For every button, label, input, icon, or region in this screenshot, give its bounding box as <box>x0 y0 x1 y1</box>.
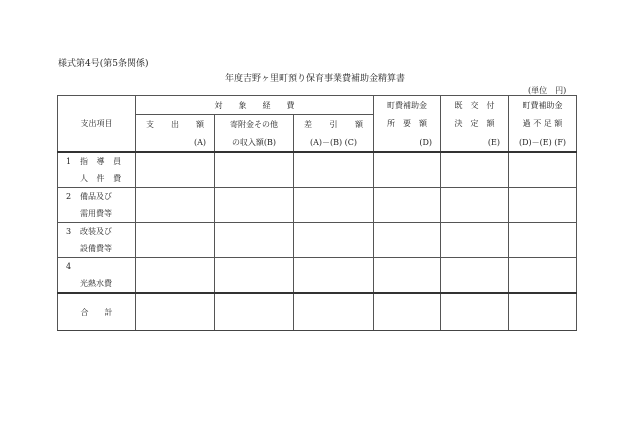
target-expense-group-header: 対 象 経 費 <box>136 96 374 115</box>
item-number: 3 <box>66 227 72 236</box>
cell-donation <box>215 223 294 258</box>
item-name-line2: 設備費等 <box>80 244 112 253</box>
item-name-line1: 指 導 員 <box>80 157 125 166</box>
header-row-3 <box>58 133 577 152</box>
item-label-line2 <box>58 205 136 223</box>
shortage-formula: (D)－(E) (F) <box>509 133 577 152</box>
cell-expense <box>136 188 215 223</box>
total-row <box>58 293 577 331</box>
settlement-table <box>57 95 577 331</box>
cell-difference <box>294 258 374 294</box>
total-decided <box>441 293 509 331</box>
cell-difference <box>294 223 374 258</box>
cell-expense <box>136 258 215 294</box>
expense-header-mid: 出 <box>171 119 179 129</box>
item-label-line2 <box>58 240 136 258</box>
donation-subheader: の収入額(B) <box>215 133 294 152</box>
required-amount-subheader: 所 要 額 <box>374 115 441 134</box>
cell-shortage <box>509 258 577 294</box>
item-name-line2: 光熱水費 <box>80 279 112 288</box>
item-name-line2: 人 件 費 <box>80 174 125 183</box>
cell-decided <box>441 223 509 258</box>
item-number: 2 <box>66 192 72 201</box>
expense-header-right: 額 <box>196 119 204 129</box>
header-row-1 <box>58 96 577 115</box>
item-label-line1 <box>58 258 136 276</box>
total-difference <box>294 293 374 331</box>
donation-header: 寄附金その他 <box>215 115 294 134</box>
cell-decided <box>441 152 509 188</box>
decided-amount-subheader: 決 定 額 <box>441 115 509 134</box>
difference-header-right: 額 <box>355 119 363 129</box>
cell-required <box>374 258 441 294</box>
cell-required <box>374 223 441 258</box>
cell-decided <box>441 258 509 294</box>
cell-expense <box>136 223 215 258</box>
cell-donation <box>215 152 294 188</box>
total-required <box>374 293 441 331</box>
table-row <box>58 152 577 170</box>
difference-header-left: 差 <box>304 119 312 129</box>
total-expense <box>136 293 215 331</box>
decided-amount-header: 既 交 付 <box>441 96 509 115</box>
item-number: 4 <box>66 262 72 271</box>
item-name-line2: 需用費等 <box>80 209 112 218</box>
total-label: 合 計 <box>58 293 136 331</box>
item-name-line1: 改装及び <box>80 227 112 236</box>
required-amount-marker: (D) <box>374 133 441 152</box>
cell-required <box>374 152 441 188</box>
cell-shortage <box>509 223 577 258</box>
expense-marker: (A) <box>136 133 215 152</box>
item-label-line1 <box>58 188 136 206</box>
header-row-2 <box>58 115 577 134</box>
item-name-line1: 備品及び <box>80 192 112 201</box>
item-label-line2 <box>58 170 136 188</box>
item-column-header: 支出項目 <box>58 96 136 153</box>
item-label-line2 <box>58 275 136 293</box>
cell-donation <box>215 258 294 294</box>
difference-header <box>294 115 374 134</box>
shortage-amount-header: 町費補助金 <box>509 96 577 115</box>
table-row <box>58 258 577 276</box>
cell-shortage <box>509 188 577 223</box>
shortage-amount-subheader: 過 不 足 額 <box>509 115 577 134</box>
cell-difference <box>294 188 374 223</box>
unit-note: (単位 円) <box>528 86 567 95</box>
difference-header-mid: 引 <box>329 119 338 129</box>
document-title: 年度吉野ヶ里町預り保育事業費補助金精算書 <box>224 74 405 84</box>
expense-header-left: 支 <box>146 119 154 129</box>
item-number: 1 <box>66 157 72 166</box>
total-shortage <box>509 293 577 331</box>
cell-required <box>374 188 441 223</box>
cell-shortage <box>509 152 577 188</box>
table-row <box>58 188 577 206</box>
cell-donation <box>215 188 294 223</box>
cell-expense <box>136 152 215 188</box>
item-label-line1 <box>58 152 136 170</box>
required-amount-header: 町費補助金 <box>374 96 441 115</box>
table-row <box>58 223 577 241</box>
difference-formula: (A)－(B) (C) <box>294 133 374 152</box>
decided-amount-marker: (E) <box>441 133 509 152</box>
cell-decided <box>441 188 509 223</box>
total-donation <box>215 293 294 331</box>
form-number: 様式第4号(第5条関係) <box>58 59 149 69</box>
expense-header <box>136 115 215 134</box>
item-label-line1 <box>58 223 136 241</box>
cell-difference <box>294 152 374 188</box>
